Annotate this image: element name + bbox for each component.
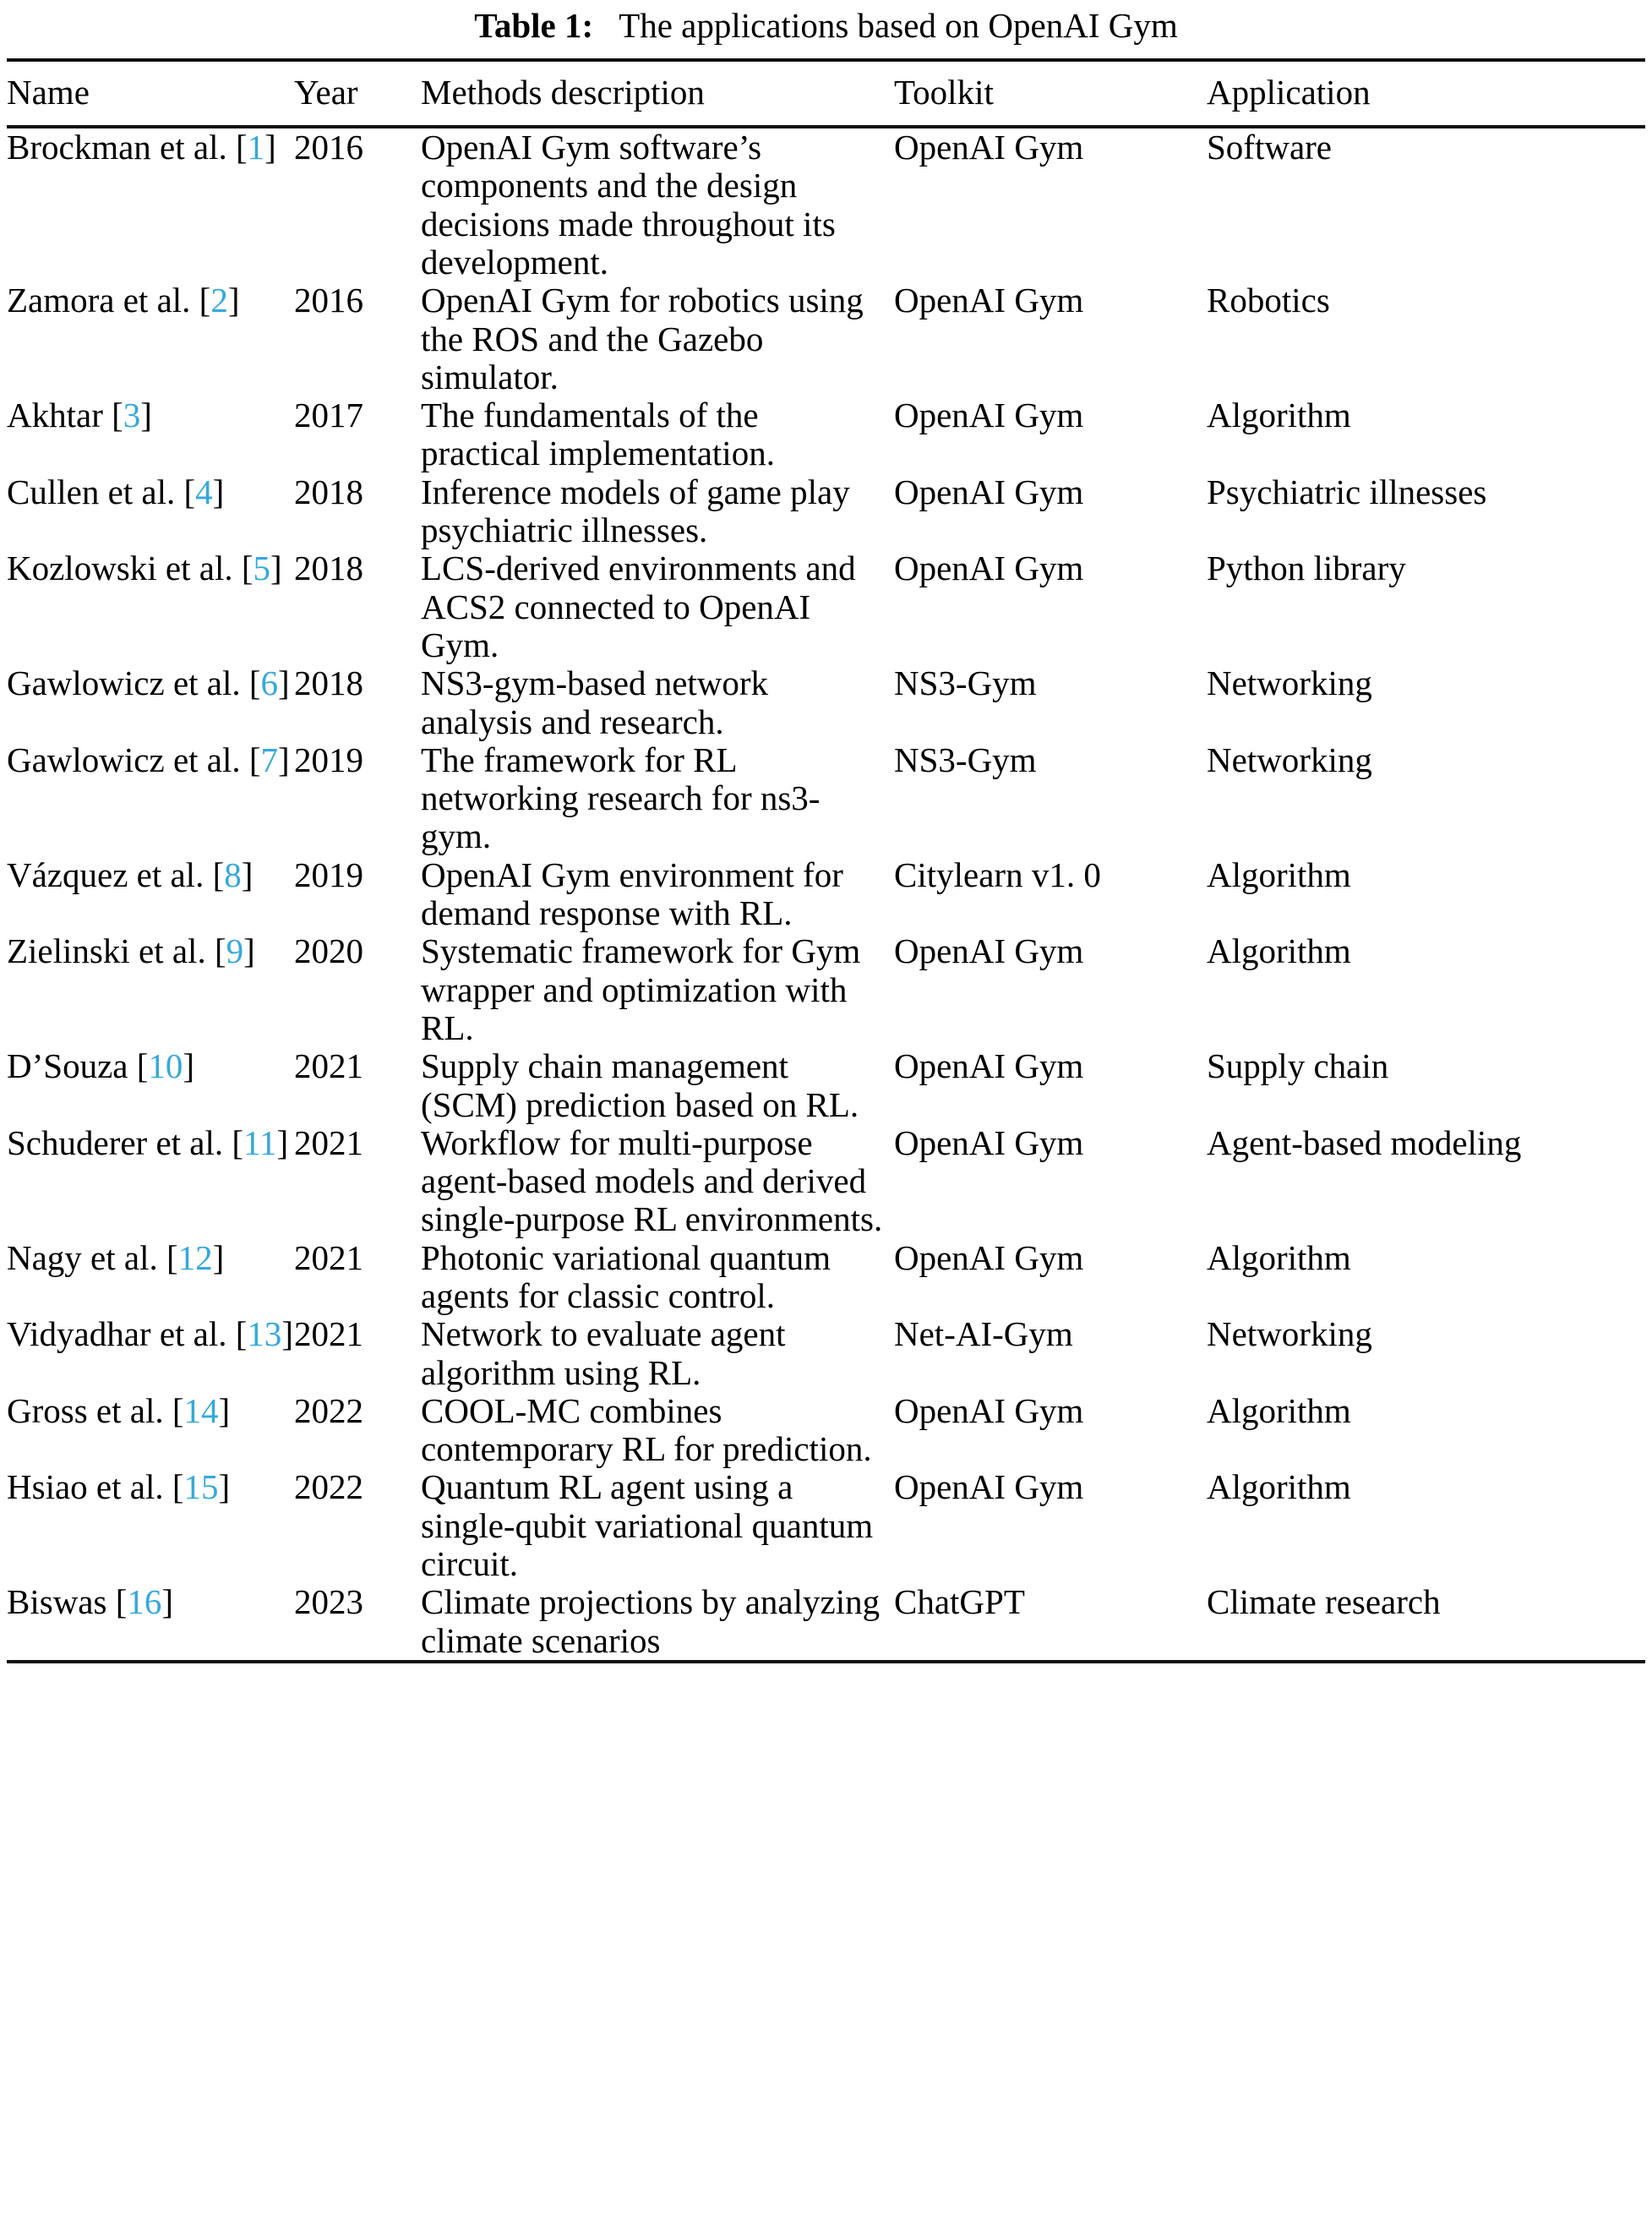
citation-number[interactable]: 14: [183, 1390, 219, 1430]
cell-application: Algorithm: [1207, 855, 1351, 894]
cell-name: [7, 127, 294, 281]
author-name: Gross et al.: [7, 1390, 172, 1430]
cell-methods-description: Photonic variational quantum agents for classic control.: [421, 1237, 831, 1315]
cell-methods-description: OpenAI Gym environment for demand response with RL.: [421, 855, 843, 933]
cell-toolkit: Citylearn v1. 0: [894, 855, 1101, 894]
cell-application: Software: [1207, 128, 1333, 167]
table-header-row: [7, 60, 1645, 127]
citation-number[interactable]: 15: [183, 1467, 219, 1507]
cell-methods-description: The framework for RL networking research for ns3-gym.: [421, 740, 821, 856]
caption-text: The applications based on OpenAI Gym: [619, 6, 1178, 45]
cell-methods-description: OpenAI Gym for robotics using the ROS and the Gazebo simulator.: [421, 281, 864, 396]
author-name: Nagy et al.: [7, 1237, 166, 1277]
table-row: [7, 281, 1645, 396]
cell-year: 2016: [294, 128, 363, 167]
cell-name: [7, 856, 294, 933]
cell-application: Networking: [1207, 663, 1372, 703]
cell-methods-description: Workflow for multi-purpose agent-based models and derived single-purpose RL environments.: [421, 1122, 883, 1239]
citation-number[interactable]: 2: [210, 281, 228, 320]
citation-link[interactable]: [15]: [172, 1467, 231, 1507]
cell-name: [7, 664, 294, 741]
cell-application: Networking: [1207, 1314, 1372, 1354]
citation-number[interactable]: 12: [177, 1237, 213, 1277]
cell-methods-description: Quantum RL agent using a single-qubit variational quantum circuit.: [421, 1467, 874, 1584]
cell-toolkit: OpenAI Gym: [894, 1122, 1084, 1162]
citation-number[interactable]: 16: [127, 1582, 162, 1622]
citation-link[interactable]: [16]: [115, 1582, 174, 1622]
column-header-year: Year: [294, 73, 358, 112]
author-name: Kozlowski et al.: [7, 549, 242, 588]
cell-methods-description: LCS-derived environments and ACS2 connected to OpenAI Gym.: [421, 549, 856, 664]
citation-number[interactable]: 13: [247, 1314, 282, 1354]
cell-toolkit: OpenAI Gym: [894, 281, 1084, 320]
cell-toolkit: NS3-Gym: [894, 740, 1037, 779]
citation-link[interactable]: [4]: [183, 472, 225, 511]
cell-application: Algorithm: [1207, 1390, 1351, 1430]
cell-methods-description: Systematic framework for Gym wrapper and optimization with RL.: [421, 931, 861, 1047]
author-name: Vidyadhar et al.: [7, 1314, 236, 1354]
cell-toolkit: OpenAI Gym: [894, 1046, 1084, 1086]
author-name: Gawlowicz et al.: [7, 663, 249, 703]
cell-methods-description: NS3-gym-based network analysis and research.: [421, 663, 769, 741]
cell-toolkit: Net-AI-Gym: [894, 1314, 1073, 1354]
cell-application: Algorithm: [1207, 396, 1351, 435]
cell-application: Climate research: [1207, 1582, 1441, 1622]
cell-methods-description: Supply chain management (SCM) prediction based on RL.: [421, 1046, 859, 1124]
table-row: [7, 1315, 1645, 1392]
author-name: Cullen et al.: [7, 472, 184, 511]
author-name: Gawlowicz et al.: [7, 740, 249, 779]
citation-link[interactable]: [6]: [248, 663, 290, 703]
cell-application: Supply chain: [1207, 1046, 1389, 1086]
cell-toolkit: OpenAI Gym: [894, 549, 1084, 588]
author-name: Akhtar: [7, 396, 112, 435]
cell-toolkit: NS3-Gym: [894, 663, 1037, 703]
citation-link[interactable]: [1]: [235, 128, 276, 167]
cell-year: 2022: [294, 1390, 363, 1430]
column-header-application: Application: [1207, 73, 1371, 112]
citation-number[interactable]: 7: [260, 740, 279, 779]
cell-year: 2020: [294, 931, 363, 971]
table-row: [7, 1239, 1645, 1316]
citation-number[interactable]: 1: [247, 128, 265, 167]
cell-methods-description: Inference models of game play psychiatric illnesses.: [421, 472, 850, 550]
citation-link[interactable]: [14]: [172, 1390, 231, 1430]
cell-year: 2018: [294, 663, 363, 703]
citation-link[interactable]: [13]: [235, 1314, 294, 1354]
author-name: Schuderer et al.: [7, 1122, 232, 1162]
cell-name: [7, 1468, 294, 1583]
cell-name: [7, 1392, 294, 1469]
author-name: Biswas: [7, 1582, 116, 1622]
table-row: [7, 1047, 1645, 1124]
author-name: Brockman et al.: [7, 128, 236, 167]
cell-application: Psychiatric illnesses: [1207, 472, 1487, 511]
author-name: Zielinski et al.: [7, 931, 215, 971]
cell-methods-description: Network to evaluate agent algorithm using RL.: [421, 1314, 786, 1392]
table-row: [7, 549, 1645, 664]
cell-year: 2023: [294, 1582, 363, 1622]
table-row: [7, 932, 1645, 1047]
column-header-toolkit: Toolkit: [894, 73, 994, 112]
column-header-name: Name: [7, 73, 90, 112]
author-name: D’Souza: [7, 1046, 137, 1086]
cell-application: Agent-based modeling: [1207, 1122, 1522, 1162]
cell-year: 2019: [294, 740, 363, 779]
citation-number[interactable]: 5: [253, 549, 270, 588]
citation-number[interactable]: 6: [260, 663, 279, 703]
cell-toolkit: OpenAI Gym: [894, 128, 1084, 167]
cell-application: Algorithm: [1207, 1467, 1351, 1507]
cell-toolkit: OpenAI Gym: [894, 472, 1084, 511]
cell-name: [7, 1124, 294, 1239]
cell-year: 2016: [294, 281, 363, 320]
cell-year: 2018: [294, 549, 363, 588]
citation-link[interactable]: [5]: [241, 549, 282, 588]
citation-link[interactable]: [12]: [166, 1237, 225, 1277]
cell-methods-description: Climate projections by analyzing climate scenarios: [421, 1582, 881, 1660]
cell-name: [7, 1047, 294, 1124]
cell-methods-description: OpenAI Gym software’s components and the design decisions made throughout its development.: [421, 128, 836, 281]
cell-year: 2017: [294, 396, 363, 435]
cell-year: 2021: [294, 1046, 363, 1086]
caption-label: Table 1:: [474, 6, 594, 45]
citation-number[interactable]: 10: [148, 1046, 183, 1086]
cell-toolkit: OpenAI Gym: [894, 1390, 1084, 1430]
citation-number[interactable]: 9: [226, 931, 244, 971]
applications-table: [7, 58, 1645, 1663]
cell-name: [7, 1239, 294, 1316]
cell-year: 2021: [294, 1122, 363, 1162]
cell-application: Robotics: [1207, 281, 1330, 320]
cell-toolkit: OpenAI Gym: [894, 1237, 1084, 1277]
cell-name: [7, 932, 294, 1047]
table-row: [7, 664, 1645, 741]
citation-link[interactable]: [10]: [136, 1046, 195, 1086]
cell-name: [7, 741, 294, 856]
cell-year: 2019: [294, 855, 363, 894]
table-row: [7, 1124, 1645, 1239]
citation-number[interactable]: 3: [123, 396, 141, 435]
cell-name: [7, 1315, 294, 1392]
cell-toolkit: OpenAI Gym: [894, 931, 1084, 971]
cell-year: 2021: [294, 1314, 363, 1354]
citation-link[interactable]: [8]: [212, 855, 254, 894]
table-row: [7, 1392, 1645, 1469]
citation-link[interactable]: [3]: [112, 396, 152, 435]
cell-name: [7, 549, 294, 664]
table-head: [7, 60, 1645, 127]
cell-name: [7, 1583, 294, 1662]
table-caption: [7, 0, 1645, 58]
citation-link[interactable]: [7]: [248, 740, 290, 779]
table-body: [7, 127, 1645, 1662]
cell-application: Python library: [1207, 549, 1406, 588]
cell-toolkit: OpenAI Gym: [894, 396, 1084, 435]
citation-number[interactable]: 8: [224, 855, 242, 894]
cell-name: [7, 281, 294, 396]
table-row: [7, 473, 1645, 550]
cell-methods-description: The fundamentals of the practical implementation.: [421, 396, 775, 473]
cell-methods-description: COOL-MC combines contemporary RL for prediction.: [421, 1390, 872, 1469]
citation-link[interactable]: [2]: [199, 281, 240, 320]
table-row: [7, 1583, 1645, 1662]
citation-link[interactable]: [11]: [232, 1122, 289, 1162]
table-row: [7, 396, 1645, 473]
cell-year: 2022: [294, 1467, 363, 1507]
cell-year: 2018: [294, 472, 363, 511]
table-row: [7, 127, 1645, 281]
cell-application: Networking: [1207, 740, 1372, 779]
column-header-methods: Methods description: [421, 73, 705, 112]
citation-link[interactable]: [9]: [214, 931, 255, 971]
table-row: [7, 741, 1645, 856]
cell-year: 2021: [294, 1237, 363, 1277]
citation-number[interactable]: 4: [195, 472, 213, 511]
table-row: [7, 856, 1645, 933]
table-row: [7, 1468, 1645, 1583]
cell-name: [7, 396, 294, 473]
author-name: Hsiao et al.: [7, 1467, 172, 1507]
cell-name: [7, 473, 294, 550]
cell-application: Algorithm: [1207, 1237, 1351, 1277]
author-name: Vázquez et al.: [7, 855, 213, 894]
cell-toolkit: ChatGPT: [894, 1582, 1025, 1622]
author-name: Zamora et al.: [7, 281, 199, 320]
citation-number[interactable]: 11: [243, 1122, 277, 1162]
cell-application: Algorithm: [1207, 931, 1351, 971]
cell-toolkit: OpenAI Gym: [894, 1467, 1084, 1507]
